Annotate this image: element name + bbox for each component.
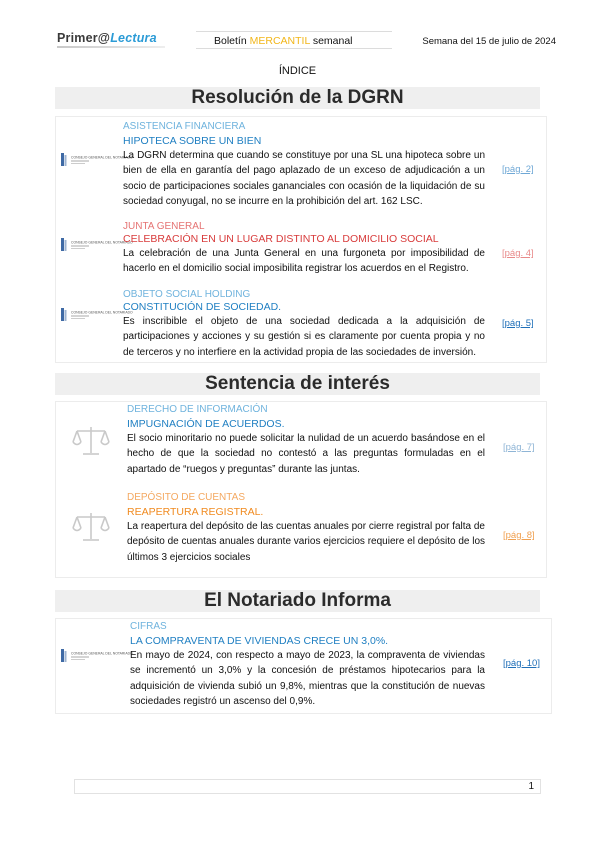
entry-category: ASISTENCIA FINANCIERA [123,121,246,132]
section-title-sentencia: Sentencia de interés [55,373,540,395]
bulletin-title-mercantil: MERCANTIL [249,35,310,47]
entry-headline: IMPUGNACIÓN DE ACUERDOS. [127,418,285,430]
entry-category: CIFRAS [130,621,167,632]
notary-logo-icon [61,308,133,322]
bulletin-title [214,35,353,47]
index-entry [123,121,485,210]
notary-logo-icon [61,153,133,167]
header-rule-bottom [196,48,392,49]
notary-logo-icon [61,238,133,252]
page-link-5[interactable]: [pág. 5] [502,318,534,329]
bulletin-title-pre: Boletín [214,35,250,47]
index-entry [123,289,485,360]
section-title-dgrn: Resolución de la DGRN [55,87,540,109]
page-link-8[interactable]: [pág. 8] [503,530,535,541]
logo-underline [57,46,165,48]
entry-headline: CONSTITUCIÓN DE SOCIEDAD. [123,301,282,313]
entry-summary: La reapertura del depósito de las cuentas anuales por cierre registral por falta de depósito de cuentas anuales durante varios ejercicios requiere el depósito de los últimos 3 ejercicios sociales [127,520,486,563]
page-link-7[interactable]: [pág. 7] [503,442,535,453]
entry-summary: El socio minoritario no puede solicitar la nulidad de un acuerdo basándose en el hecho de que la sociedad no contestó a las preguntas formuladas en el apartado de “ruegos y preguntas” durante las juntas. [127,432,485,475]
header-rule-top [196,31,392,32]
notary-logo-text: CONSEJO GENERAL DEL NOTARIADO [71,155,133,160]
notary-logo-text: CONSEJO GENERAL DEL NOTARIADO [71,651,133,656]
entry-summary: La DGRN determina que cuando se constituye por una SL una hipoteca sobre un bien de ella en garantía del pago aplazado de un exceso de adjudicación a un socio de participaciones sociales gananciales con ocasión de la liquidación de su sociedad conyugal, no se incurre en la prohibición del art. 162 LSC. [123,149,485,207]
entry-category: OBJETO SOCIAL HOLDING [123,289,251,300]
scales-of-justice-icon [72,510,110,544]
scales-of-justice-icon [72,424,110,458]
notary-logo-text: CONSEJO GENERAL DEL NOTARIADO [71,240,133,245]
page-link-10[interactable]: [pág. 10] [503,658,540,669]
entry-category: DEPÓSITO DE CUENTAS [127,492,245,503]
entry-summary: Es inscribible el objeto de una sociedad dedicada a la adquisición de participaciones y acciones y su gestión si es claramente por cuenta propia y no de terceros y no interfiere en la actividad propia de las sociedades de inversión. [123,315,485,358]
entry-headline: CELEBRACIÓN EN UN LUGAR DISTINTO AL DOMICILIO SOCIAL [123,233,439,245]
entry-category: DERECHO DE INFORMACIÓN [127,404,268,415]
entry-headline: REAPERTURA REGISTRAL. [127,506,264,518]
index-entry [127,404,485,477]
section-title-notariado: El Notariado Informa [55,590,540,612]
entry-summary: En mayo de 2024, con respecto a mayo de 2023, la compraventa de viviendas se incrementó un 3,0% y la concesión de préstamos hipotecarios para la adquisición de vivienda subió un 9,8%, mientras que la constitución de nuevas sociedades registró un ascenso del 0,9%. [130,649,485,707]
index-entry [130,621,485,710]
bulletin-title-post: semanal [309,35,353,47]
entry-category: JUNTA GENERAL [123,221,205,232]
page-number: 1 [528,781,534,792]
footer-page-box [74,779,541,794]
page-link-4[interactable]: [pág. 4] [502,248,534,259]
notary-logo-text: CONSEJO GENERAL DEL NOTARIADO [71,310,133,315]
notary-logo-icon [61,649,133,663]
index-entry [123,221,485,277]
primer-lectura-logo [57,31,157,45]
entry-headline: LA COMPRAVENTA DE VIVIENDAS CRECE UN 3,0%. [130,635,389,647]
entry-summary: La celebración de una Junta General en una furgoneta por imposibilidad de hacerlo en el domicilio social imposibilita registrar los acuerdos en el Registro. [123,247,485,274]
index-heading: ÍNDICE [278,65,317,77]
index-entry [127,492,485,565]
page-link-2[interactable]: [pág. 2] [502,164,534,175]
bulletin-date: Semana del 15 de julio de 2024 [422,36,556,47]
logo-text-lectura: Lectura [110,31,157,45]
entry-headline: HIPOTECA SOBRE UN BIEN [123,135,262,147]
logo-text-primer: Primer@ [57,31,111,45]
